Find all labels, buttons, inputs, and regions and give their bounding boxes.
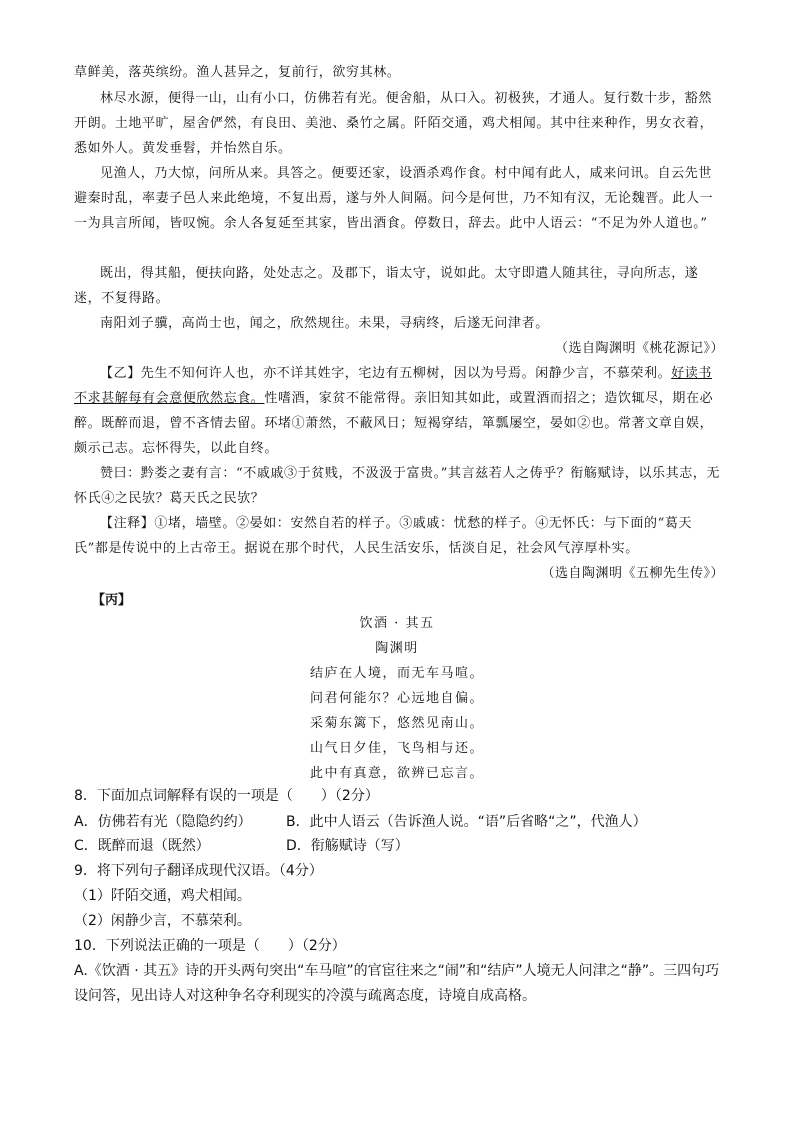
underlined-sentence: 书不求甚解每有会意便欣然忘食。 — [74, 366, 713, 406]
poem-line: 此中有真意，欲辨已忘言。 — [309, 766, 484, 781]
passage-jia-paragraph — [74, 86, 724, 161]
source-citation: （选自陶渊明《桃花源记》） — [554, 341, 724, 356]
poem-line: 问君何能尔？心远地自偏。 — [309, 691, 484, 706]
poem-title: 饮酒 · 其五 — [359, 616, 435, 631]
question-8-option-b: B．此中人语云（告诉渔人说。“语”后省略“之”，代渔人） — [286, 814, 647, 830]
question-10-option-a: A.《饮酒 · 其五》诗的开头两句突出“车马喧”的官宦往来之“闹”和“结庐”人境无人问津之“静”。三四句巧设问答，见出诗人对这种争名夺利现实的冷漠与疏离态度，诗境自成高格。 — [74, 963, 720, 1004]
question-10: 10．下列说法正确的一项是（ ）（2分） — [74, 938, 346, 954]
poem-line: 采菊东篱下，悠然见南山。 — [309, 716, 484, 731]
passage-yi-paragraph — [74, 461, 724, 511]
passage-jia-paragraph — [74, 311, 724, 336]
paragraph-text: 性嗜酒，家贫不能常得。亲旧知其如此，或置酒而招之；造饮辄尽，期在必醉。既醉而退，曾不吝情去留。环堵①萧然，不蔽风日；短褐穿结，箪瓢屡空，晏如②也。常著文章自娱，颇示己志。忘怀得失，以此自终。 — [74, 391, 714, 456]
passage-yi-paragraph — [74, 361, 724, 461]
section-label: 【丙】 — [92, 593, 132, 608]
paragraph-text: 见渔人，乃大惊，问所从来。具答之。便要还家，设酒杀鸡作食。村中闻有此人，咸来问讯。自云先世避秦时乱，率妻子邑人来此绝境，不复出焉，遂与外人间隔。问今是何世，乃不知有汉，无论魏晋。此人一一为具言所闻，皆叹惋。余人各复延至其家，皆出酒食。停数日，辞去。此中人语云：“不足为外人道也。” — [74, 166, 714, 231]
annotation-note — [74, 511, 724, 561]
question-8-option-c: C．既醉而退（既然） — [74, 838, 210, 854]
question-9: 9．将下列句子翻译成现代汉语。（4分） — [74, 863, 323, 879]
paragraph-text: 既出，得其船，便扶向路，处处志之。及郡下，诣太守，说如此。太守即遣人随其往，寻向所志，遂迷，不复得路。 — [74, 266, 699, 306]
paragraph-text: 南阳刘子骥，高尚士也，闻之，欣然规往。未果，寻病终，后遂无问津者。 — [100, 316, 549, 331]
passage-jia-line: 草鲜美，落英缤纷。渔人甚异之，复前行，欲穷其林。 — [74, 65, 401, 80]
poem-line: 山气日夕佳，飞鸟相与还。 — [309, 741, 484, 756]
question-9-item-1: （1）阡陌交通，鸡犬相闻。 — [74, 888, 251, 904]
paragraph-text: 【注释】①堵，墙壁。②晏如：安然自若的样子。③戚戚：忧愁的样子。④无怀氏：与下面的“葛天氏”都是传说中的上古帝王。据说在那个时代，人民生活安乐，恬淡自足，社会风气淳厚朴实。 — [74, 516, 693, 556]
underlined-sentence: 好读 — [671, 366, 699, 381]
question-9-item-2: （2）闲静少言，不慕荣利。 — [74, 913, 251, 929]
question-8-option-d: D．衔觞赋诗（写） — [286, 838, 409, 854]
poem-author: 陶渊明 — [375, 641, 419, 656]
paragraph-text: 【乙】先生不知何许人也，亦不详其姓字，宅边有五柳树，因以为号焉。闲静少言，不慕荣利。 — [100, 366, 672, 381]
question-8-option-a: A．仿佛若有光（隐隐约约） — [74, 814, 252, 830]
passage-jia-paragraph — [74, 161, 724, 236]
paragraph-text: 赞曰：黔娄之妻有言：“不戚戚③于贫贱，不汲汲于富贵。”其言兹若人之俦乎？衔觞赋诗，以乐其志，无怀氏④之民欤？葛天氏之民欤？ — [74, 466, 720, 506]
paragraph-text: 林尽水源，便得一山，山有小口，仿佛若有光。便舍船，从口入。初极狭，才通人。复行数十步，豁然开朗。土地平旷，屋舍俨然，有良田、美池、桑竹之属。阡陌交通，鸡犬相闻。其中往来种作，男女衣着，悉如外人。黄发垂髫，并怡然自乐。 — [74, 91, 714, 156]
poem-line: 结庐在人境，而无车马喧。 — [309, 666, 484, 681]
source-citation: （选自陶渊明《五柳先生传》） — [541, 566, 724, 581]
passage-jia-paragraph — [74, 261, 724, 311]
question-8: 8．下面加点词解释有误的一项是（ ）（2分） — [74, 788, 379, 804]
